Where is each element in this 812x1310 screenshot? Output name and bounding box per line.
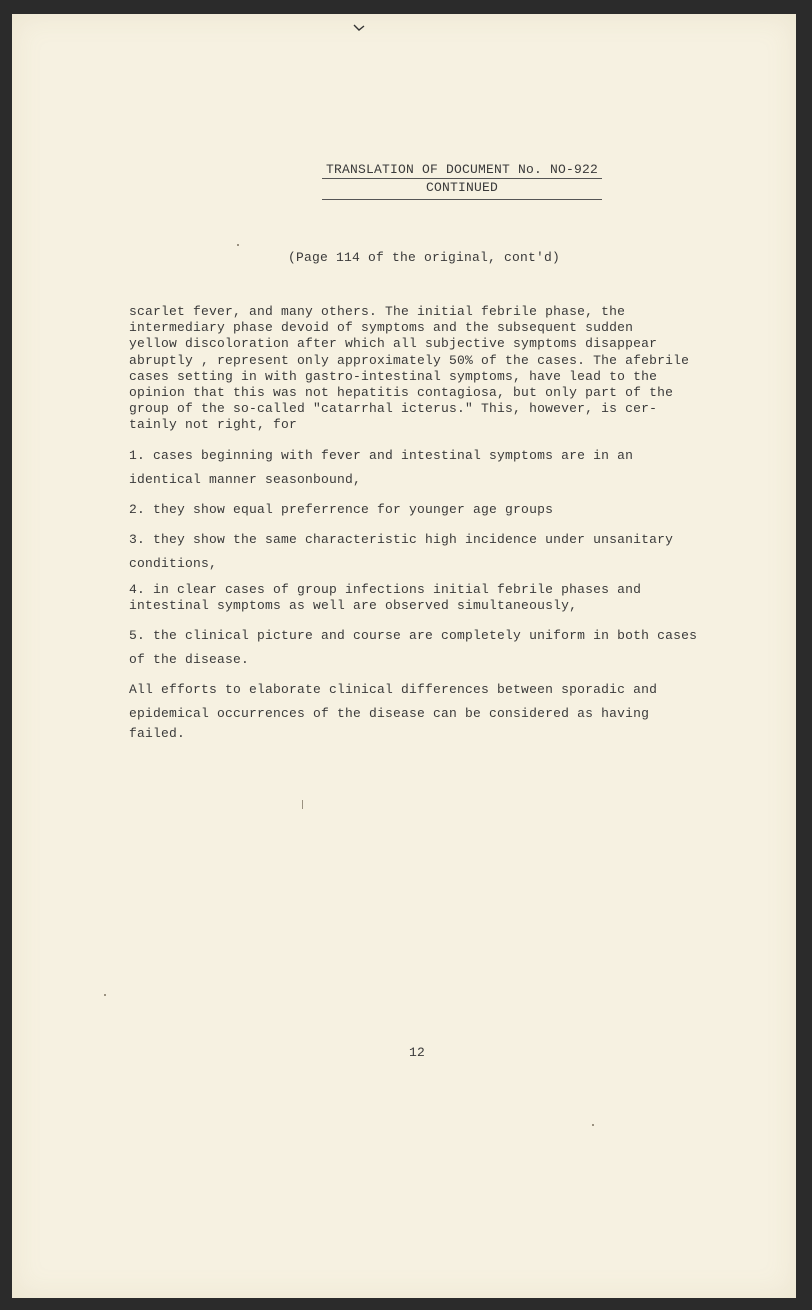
text-line: abruptly , represent only approximately 50% of the cases. The afebrile — [129, 352, 690, 368]
paper-speck — [302, 800, 303, 809]
paper-speck — [237, 244, 239, 246]
list-item — [129, 582, 729, 614]
pencil-mark — [352, 24, 366, 32]
document-title: TRANSLATION OF DOCUMENT No. NO-922 — [325, 162, 599, 177]
document-page — [12, 14, 796, 1298]
intro-paragraph — [129, 304, 729, 434]
text-line: conditions, — [129, 555, 218, 571]
text-line: yellow discoloration after which all subjective symptoms disappear — [129, 336, 658, 352]
list-item — [129, 624, 729, 672]
text-line: intestinal symptoms as well are observed simultaneously, — [129, 597, 578, 613]
text-line: cases setting in with gastro-intestinal symptoms, have lead to the — [129, 368, 658, 384]
text-line: 5. the clinical picture and course are completely uniform in both cases — [129, 628, 698, 644]
text-line: 4. in clear cases of group infections initial febrile phases and — [129, 581, 642, 597]
document-header — [322, 159, 602, 200]
text-line: epidemical occurrences of the disease can be considered as having — [129, 706, 650, 722]
paper-speck — [104, 994, 106, 996]
text-line: identical manner seasonbound, — [129, 471, 362, 487]
text-line: of the disease. — [129, 652, 250, 668]
text-line: group of the so-called "catarrhal icterus." This, however, is cer- — [129, 401, 658, 417]
closing-paragraph — [129, 678, 729, 742]
text-line: tainly not right, for — [129, 417, 298, 433]
list-item — [129, 444, 729, 492]
text-line: All efforts to elaborate clinical differences between sporadic and — [129, 682, 658, 698]
text-line: failed. — [129, 726, 186, 742]
text-line: opinion that this was not hepatitis contagiosa, but only part of the — [129, 385, 674, 401]
text-line: 2. they show equal preferrence for younger age groups — [129, 501, 554, 517]
text-line: scarlet fever, and many others. The initial febrile phase, the — [129, 304, 626, 319]
text-line: 1. cases beginning with fever and intestinal symptoms are in an — [129, 447, 634, 463]
text-line: intermediary phase devoid of symptoms and the subsequent sudden — [129, 320, 634, 336]
paper-speck — [592, 1124, 594, 1126]
page-reference: (Page 114 of the original, cont'd) — [287, 250, 561, 265]
list-item — [129, 498, 729, 522]
text-line: 3. they show the same characteristic high incidence under unsanitary — [129, 531, 674, 547]
header-rule-bottom — [322, 199, 602, 200]
page-number: 12 — [408, 1045, 425, 1060]
document-body — [129, 304, 729, 742]
document-subtitle: CONTINUED — [425, 180, 498, 195]
list-item — [129, 528, 729, 576]
